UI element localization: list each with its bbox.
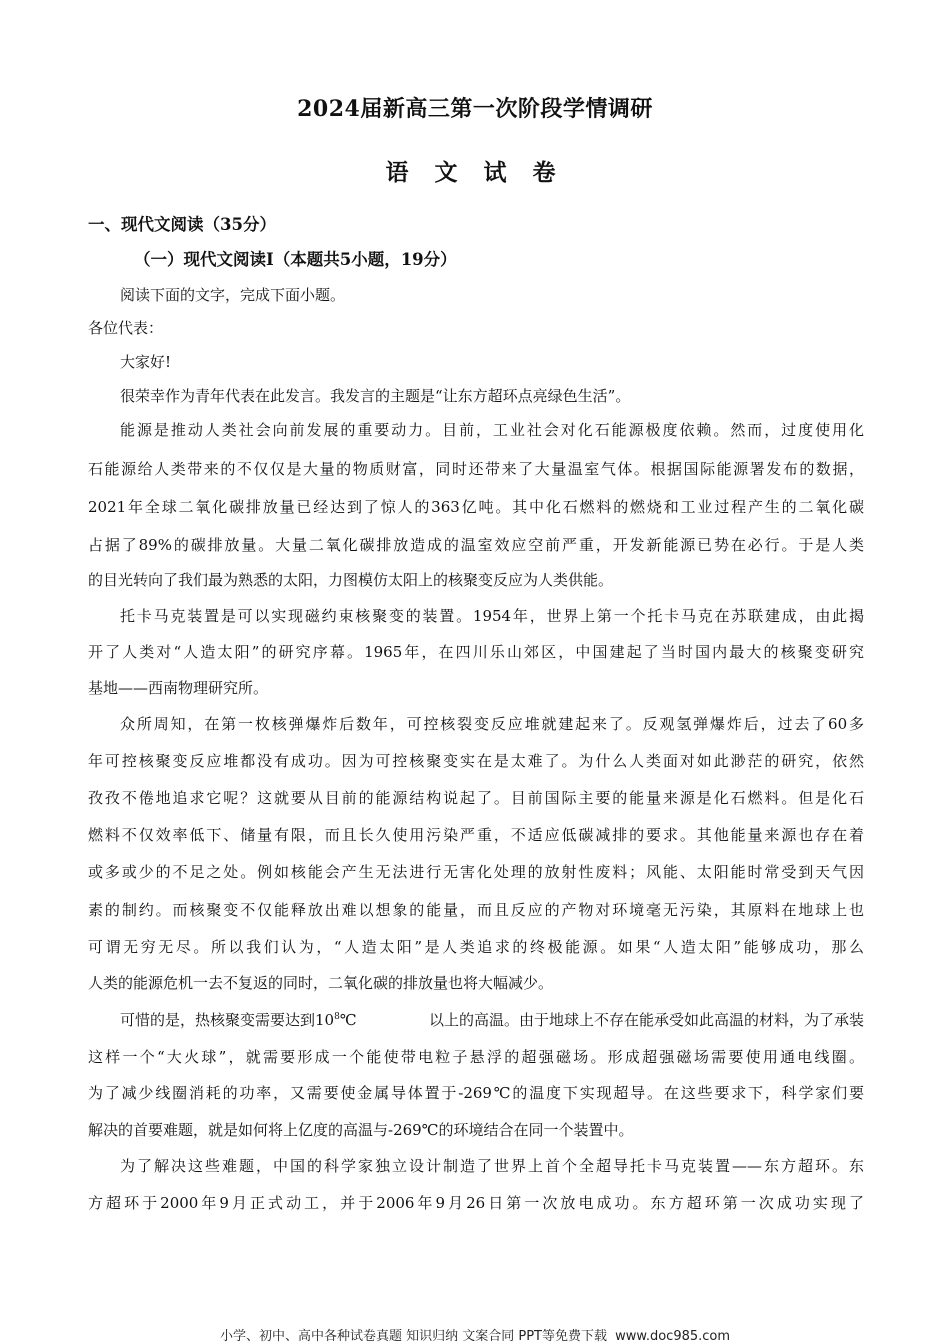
paragraph-line: 开了人类对“人造太阳”的研究序幕。1965年，在四川乐山郊区，中国建起了当时国内最大的核聚变研究 xyxy=(88,643,864,661)
temperature-rest: 以上的高温。由于地球上不存在能承受如此高温的材料，为了承装 xyxy=(428,1011,864,1029)
paragraph-line xyxy=(120,1010,864,1030)
paragraph-line: 年可控核聚变反应堆都没有成功。因为可控核聚变实在是太难了。为什么人类面对如此渺茫的研究，依然 xyxy=(88,752,864,770)
paragraph-line: 这样一个“大火球”，就需要形成一个能使带电粒子悬浮的超强磁场。形成超强磁场需要使用通电线圈。 xyxy=(88,1048,864,1066)
footer xyxy=(0,1325,950,1344)
section-heading-part1: 一、现代文阅读（35分） xyxy=(88,215,276,234)
temperature-prefix: 可惜的是，热核聚变需要达到10 xyxy=(120,1011,335,1029)
paragraph-line: 托卡马克装置是可以实现磁约束核聚变的装置。1954年，世界上第一个托卡马克在苏联建成，由此揭 xyxy=(120,607,864,625)
paragraph-line: 众所周知，在第一枚核弹爆炸后数年，可控核裂变反应堆就建起来了。反观氢弹爆炸后，过去了60多 xyxy=(120,715,864,733)
paragraph-line: 人类的能源危机一去不复返的同时，二氧化碳的排放量也将大幅减少。 xyxy=(88,974,554,992)
paragraph-line: 燃料不仅效率低下、储量有限，而且长久使用污染严重，不适应低碳减排的要求。其他能量来源也存在着 xyxy=(88,826,864,844)
paragraph-line: 占据了89%的碳排放量。大量二氧化碳排放造成的温室效应空前严重，开发新能源已势在必行。于是人类 xyxy=(88,536,864,554)
temperature-exponent: 8 xyxy=(334,1012,340,1022)
temperature-text xyxy=(120,1010,357,1030)
paragraph-line: 为了解决这些难题，中国的科学家独立设计制造了世界上首个全超导托卡马克装置——东方超环。东 xyxy=(120,1157,864,1175)
paragraph-line: 解决的首要难题，就是如何将上亿度的高温与-269℃的环境结合在同一个装置中。 xyxy=(88,1121,634,1139)
paragraph-line: 能源是推动人类社会向前发展的重要动力。目前，工业社会对化石能源极度依赖。然而，过度使用化 xyxy=(120,421,864,439)
exam-subtitle: 语 文 试 卷 xyxy=(385,159,565,186)
instruction: 阅读下面的文字，完成下面小题。 xyxy=(120,286,346,304)
footer-site-link[interactable]: www.doc985.com xyxy=(615,1329,731,1344)
paragraph-line: 素的制约。而核聚变不仅能释放出难以想象的能量，而且反应的产物对环境毫无污染，其原料在地球上也 xyxy=(88,901,864,919)
footer-text: 小学、初中、高中各种试卷真题 知识归纳 文案合同 PPT等免费下载 xyxy=(219,1329,607,1344)
paragraph-line: 2021年全球二氧化碳排放量已经达到了惊人的363亿吨。其中化石燃料的燃烧和工业过程产生的二氧化碳 xyxy=(88,498,864,516)
paragraph-line: 为了减少线圈消耗的功率，又需要使金属导体置于-269℃的温度下实现超导。在这些要求下，科学家们要 xyxy=(88,1084,864,1102)
paragraph-line: 可谓无穷无尽。所以我们认为，“人造太阳”是人类追求的终极能源。如果“人造太阳”能够成功，那么 xyxy=(88,938,864,956)
salutation: 各位代表： xyxy=(88,319,164,337)
section-heading-part1-1: （一）现代文阅读Ⅰ（本题共5小题，19分） xyxy=(134,250,457,269)
temperature-unit: ℃ xyxy=(339,1011,357,1029)
paragraph-line: 基地——西南物理研究所。 xyxy=(88,679,269,697)
paragraph-line: 方超环于2000年9月正式动工，并于2006年9月26日第一次放电成功。东方超环第一次成功实现了 xyxy=(88,1194,864,1212)
exam-title: 2024届新高三第一次阶段学情调研 xyxy=(297,96,653,122)
paragraph-line: 很荣幸作为青年代表在此发言。我发言的主题是“让东方超环点亮绿色生活”。 xyxy=(120,387,631,405)
paragraph-line: 的目光转向了我们最为熟悉的太阳，力图模仿太阳上的核聚变反应为人类供能。 xyxy=(88,571,614,589)
paragraph-line: 孜孜不倦地追求它呢？这就要从目前的能源结构说起了。目前国际主要的能量来源是化石燃料。但是化石 xyxy=(88,789,864,807)
paragraph-line: 或多或少的不足之处。例如核能会产生无法进行无害化处理的放射性废料；风能、太阳能时常受到天气因 xyxy=(88,863,864,881)
paragraph-line: 石能源给人类带来的不仅仅是大量的物质财富，同时还带来了大量温室气体。根据国际能源署发布的数据， xyxy=(88,460,864,478)
greeting: 大家好! xyxy=(120,353,172,371)
